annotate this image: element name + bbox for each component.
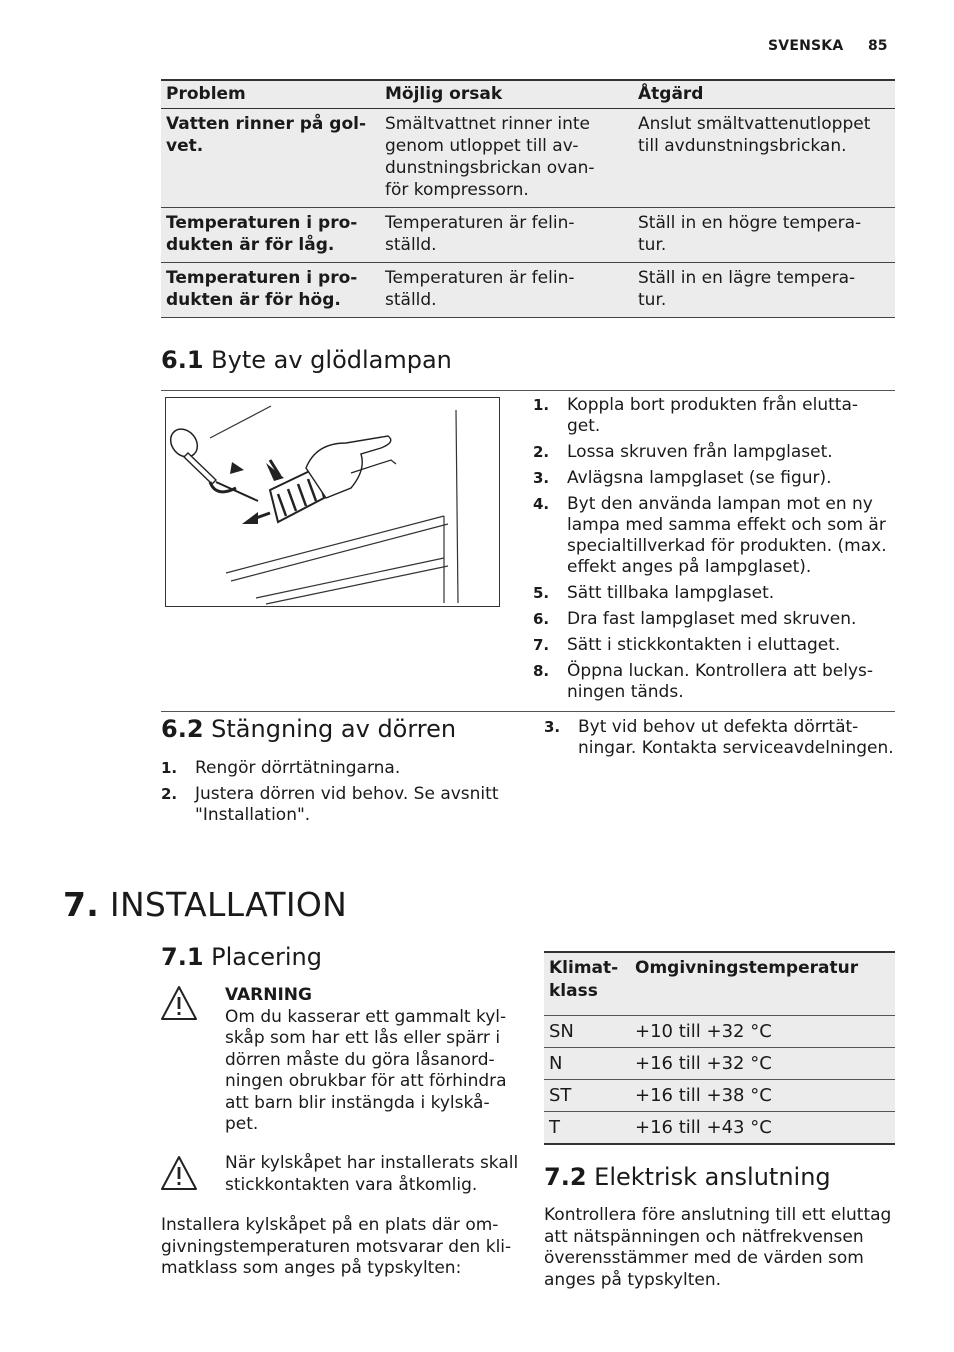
chapter-number: 7.	[63, 885, 100, 924]
list-item: 1. Rengör dörrtätningarna.	[161, 758, 401, 778]
header-language: SVENSKA	[768, 38, 844, 54]
warning-triangle-icon	[160, 985, 198, 1021]
problem-cell: Temperaturen i pro- dukten är för hög.	[161, 263, 380, 318]
temperature-range-cell: +10 till +32 °C	[630, 1016, 895, 1048]
divider	[161, 711, 895, 712]
troubleshooting-table	[161, 79, 895, 318]
lamp-steps-list	[533, 395, 895, 708]
action-cell: Anslut smältvattenutloppet till avdunstningsbrickan.	[633, 109, 895, 208]
section-7-1-heading	[161, 943, 322, 971]
problem-cell: Vatten rinner på gol- vet.	[161, 109, 380, 208]
section-title: Elektrisk anslutning	[594, 1163, 831, 1191]
list-item: 8. Öppna luckan. Kontrollera att belys- ningen tänds.	[533, 661, 873, 702]
table-row	[161, 109, 895, 208]
list-item: 1. Koppla bort produkten från elutta- get.	[533, 395, 859, 436]
column-header-cause: Möjlig orsak	[380, 80, 633, 109]
temperature-range-cell: +16 till +43 °C	[630, 1112, 895, 1145]
cause-cell: Smältvattnet rinner inte genom utloppet till av- dunstningsbrickan ovan- för kompressorn.	[380, 109, 633, 208]
column-header-problem: Problem	[161, 80, 380, 109]
page-number: 85	[868, 38, 888, 54]
section-number: 6.1	[161, 346, 204, 374]
table-row	[544, 1080, 895, 1112]
table-row	[544, 1112, 895, 1145]
list-item: 7. Sätt i stickkontakten i eluttaget.	[533, 635, 841, 655]
action-cell: Ställ in en högre tempera- tur.	[633, 208, 895, 263]
table-header-row	[161, 80, 895, 109]
lamp-replacement-illustration	[165, 397, 500, 607]
action-cell: Ställ in en lägre tempera- tur.	[633, 263, 895, 318]
warning-block	[225, 985, 525, 1136]
placement-body: Installera kylskåpet på en plats där om- givningstemperaturen motsvarar den kli- matklass som anges på typskylten:	[161, 1215, 512, 1278]
list-item: 2. Lossa skruven från lampglaset.	[533, 442, 833, 462]
climate-class-cell: ST	[544, 1080, 630, 1112]
temperature-range-cell: +16 till +32 °C	[630, 1048, 895, 1080]
temperature-range-cell: +16 till +38 °C	[630, 1080, 895, 1112]
column-header-ambient-temperature: Omgivningstemperatur	[630, 952, 895, 1016]
list-item: 2. Justera dörren vid behov. Se avsnitt "Installation".	[161, 784, 499, 825]
climate-class-cell: N	[544, 1048, 630, 1080]
section-title: Placering	[211, 943, 322, 971]
warning-label: VARNING	[225, 985, 312, 1005]
problem-cell: Temperaturen i pro- dukten är för låg.	[161, 208, 380, 263]
caution-triangle-icon	[160, 1155, 198, 1191]
lamp-figure-svg	[166, 398, 499, 606]
table-header-row	[544, 952, 895, 1016]
climate-class-cell: T	[544, 1112, 630, 1145]
door-steps-list	[161, 758, 521, 831]
climate-class-table	[544, 951, 895, 1145]
section-6-1-heading	[161, 346, 452, 374]
divider	[161, 390, 895, 391]
table-row	[161, 263, 895, 318]
section-number: 7.1	[161, 943, 204, 971]
section-number: 7.2	[544, 1163, 587, 1191]
table-row	[544, 1048, 895, 1080]
cause-cell: Temperaturen är felin- ställd.	[380, 208, 633, 263]
door-steps-list-continued	[544, 717, 895, 764]
section-title: Byte av glödlampan	[211, 346, 452, 374]
chapter-title: INSTALLATION	[109, 885, 348, 924]
cause-cell: Temperaturen är felin- ställd.	[380, 263, 633, 318]
list-item: 3. Byt vid behov ut defekta dörrtät- ningar. Kontakta serviceavdelningen.	[544, 717, 894, 758]
chapter-heading	[63, 885, 347, 924]
list-item: 3. Avlägsna lampglaset (se figur).	[533, 468, 832, 488]
column-header-action: Åtgärd	[633, 80, 895, 109]
section-title: Stängning av dörren	[211, 715, 457, 743]
list-item: 6. Dra fast lampglaset med skruven.	[533, 609, 857, 629]
column-header-climate-class: Klimat- klass	[544, 952, 630, 1016]
climate-class-cell: SN	[544, 1016, 630, 1048]
list-item: 4. Byt den använda lampan mot en ny lampa med samma effekt och som är specialtillverkad för produkten. (max. effekt anges på lampglaset).	[533, 494, 887, 577]
table-row	[161, 208, 895, 263]
electrical-body: Kontrollera före anslutning till ett eluttag att nätspänningen och nätfrekvensen överensstämmer med de värden som anges på typskylten.	[544, 1205, 892, 1290]
section-6-2-heading	[161, 715, 456, 743]
caution-text: När kylskåpet har installerats skall stickkontakten vara åtkomlig.	[225, 1153, 519, 1195]
list-item: 5. Sätt tillbaka lampglaset.	[533, 583, 775, 603]
section-number: 6.2	[161, 715, 204, 743]
warning-text: Om du kasserar ett gammalt kyl- skåp som har ett lås eller spärr i dörren måste du göra låsanord- ningen obrukbar för att förhindra att barn blir instängda i kylskå- pet.	[225, 1006, 507, 1134]
table-row	[544, 1016, 895, 1048]
section-7-2-heading	[544, 1163, 831, 1191]
